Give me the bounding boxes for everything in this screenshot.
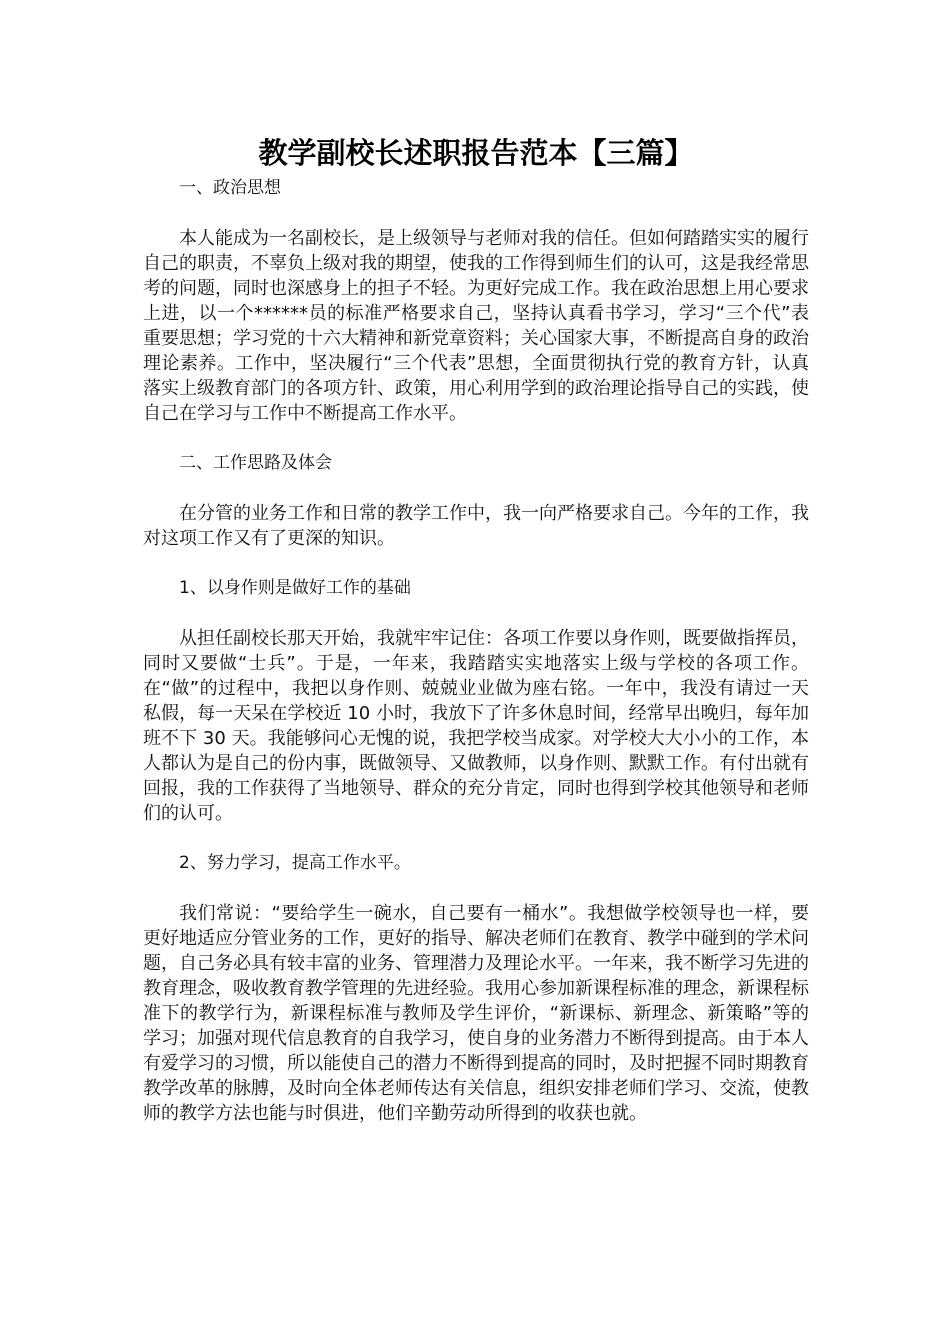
section-heading-work-ideas: 二、工作思路及体会 [179, 453, 332, 473]
paragraph-gap [143, 551, 809, 576]
document-page [143, 132, 809, 1126]
subheading-lead-by-example: 1、以身作则是做好工作的基础 [179, 578, 411, 598]
paragraph-gap [143, 476, 809, 501]
document-title: 教学副校长述职报告范本【三篇】 [258, 136, 694, 170]
paragraph-politics: 本人能成为一名副校长，是上级领导与老师对我的信任。但如何踏踏实实的履行自己的职责，不辜负上级对我的期望，使我的工作得到师生们的认可，这是我经常思考的问题，同时也深感身上的担子不轻。为更好完成工作。我在政治思想上用心要求上进，以一个******员的标准严格要求自己，坚持认真看书学习，学习“三个代”表重要思想；学习党的十六大精神和新党章资料；关心国家大事，不断提高自身的政治理论素养。工作中，坚决履行“三个代表”思想，全面贯彻执行党的教育方针，认真落实上级教育部门的各项方针、政策，用心利用学到的政治理论指导自己的实践，使自己在学习与工作中不断提高工作水平。 [143, 228, 809, 424]
paragraph-gap [143, 876, 809, 901]
paragraph-gap [143, 201, 809, 226]
section-heading-politics: 一、政治思想 [179, 178, 281, 198]
paragraph-gap [143, 826, 809, 851]
paragraph-study: 我们常说：“要给学生一碗水，自己要有一桶水”。我想做学校领导也一样，要更好地适应分管业务的工作，更好的指导、解决老师们在教育、教学中碰到的学术问题，自己务必具有较丰富的业务、管理潜力及理论水平。一年来，我不断学习先进的教育理念，吸收教育教学管理的先进经验。我用心参加新课程标准的理念，新课程标准下的教学行为，新课程标准与教师及学生评价，“新课标、新理念、新策略”等的学习；加强对现代信息教育的自我学习，使自身的业务潜力不断得到提高。由于本人有爱学习的习惯，所以能使自己的潜力不断得到提高的同时，及时把握不同时期教育教学改革的脉膊，及时向全体老师传达有关信息，组织安排老师们学习、交流，使教师的教学方法也能与时俱进，他们辛勤劳动所得到的收获也就。 [143, 903, 809, 1124]
subheading-study: 2、努力学习，提高工作水平。 [179, 853, 411, 873]
paragraph-gap [143, 601, 809, 626]
paragraph-gap [143, 426, 809, 451]
paragraph-work-intro: 在分管的业务工作和日常的教学工作中，我一向严格要求自己。今年的工作，我对这项工作又有了更深的知识。 [143, 503, 809, 549]
paragraph-lead-by-example: 从担任副校长那天开始，我就牢牢记住：各项工作要以身作则，既要做指挥员，同时又要做“士兵”。于是，一年来，我踏踏实实地落实上级与学校的各项工作。在“做”的过程中，我把以身作则、兢兢业业做为座右铭。一年中，我没有请过一天私假，每一天呆在学校近 10 小时，我放下了许多休息时间，经常早出晚归，每年加班不下 30 天。我能够问心无愧的说，我把学校当成家。对学校大大小小的工作，本人都认为是自己的份内事，既做领导、又做教师，以身作则、默默工作。有付出就有回报，我的工作获得了当地领导、群众的充分肯定，同时也得到学校其他领导和老师们的认可。 [143, 628, 809, 824]
